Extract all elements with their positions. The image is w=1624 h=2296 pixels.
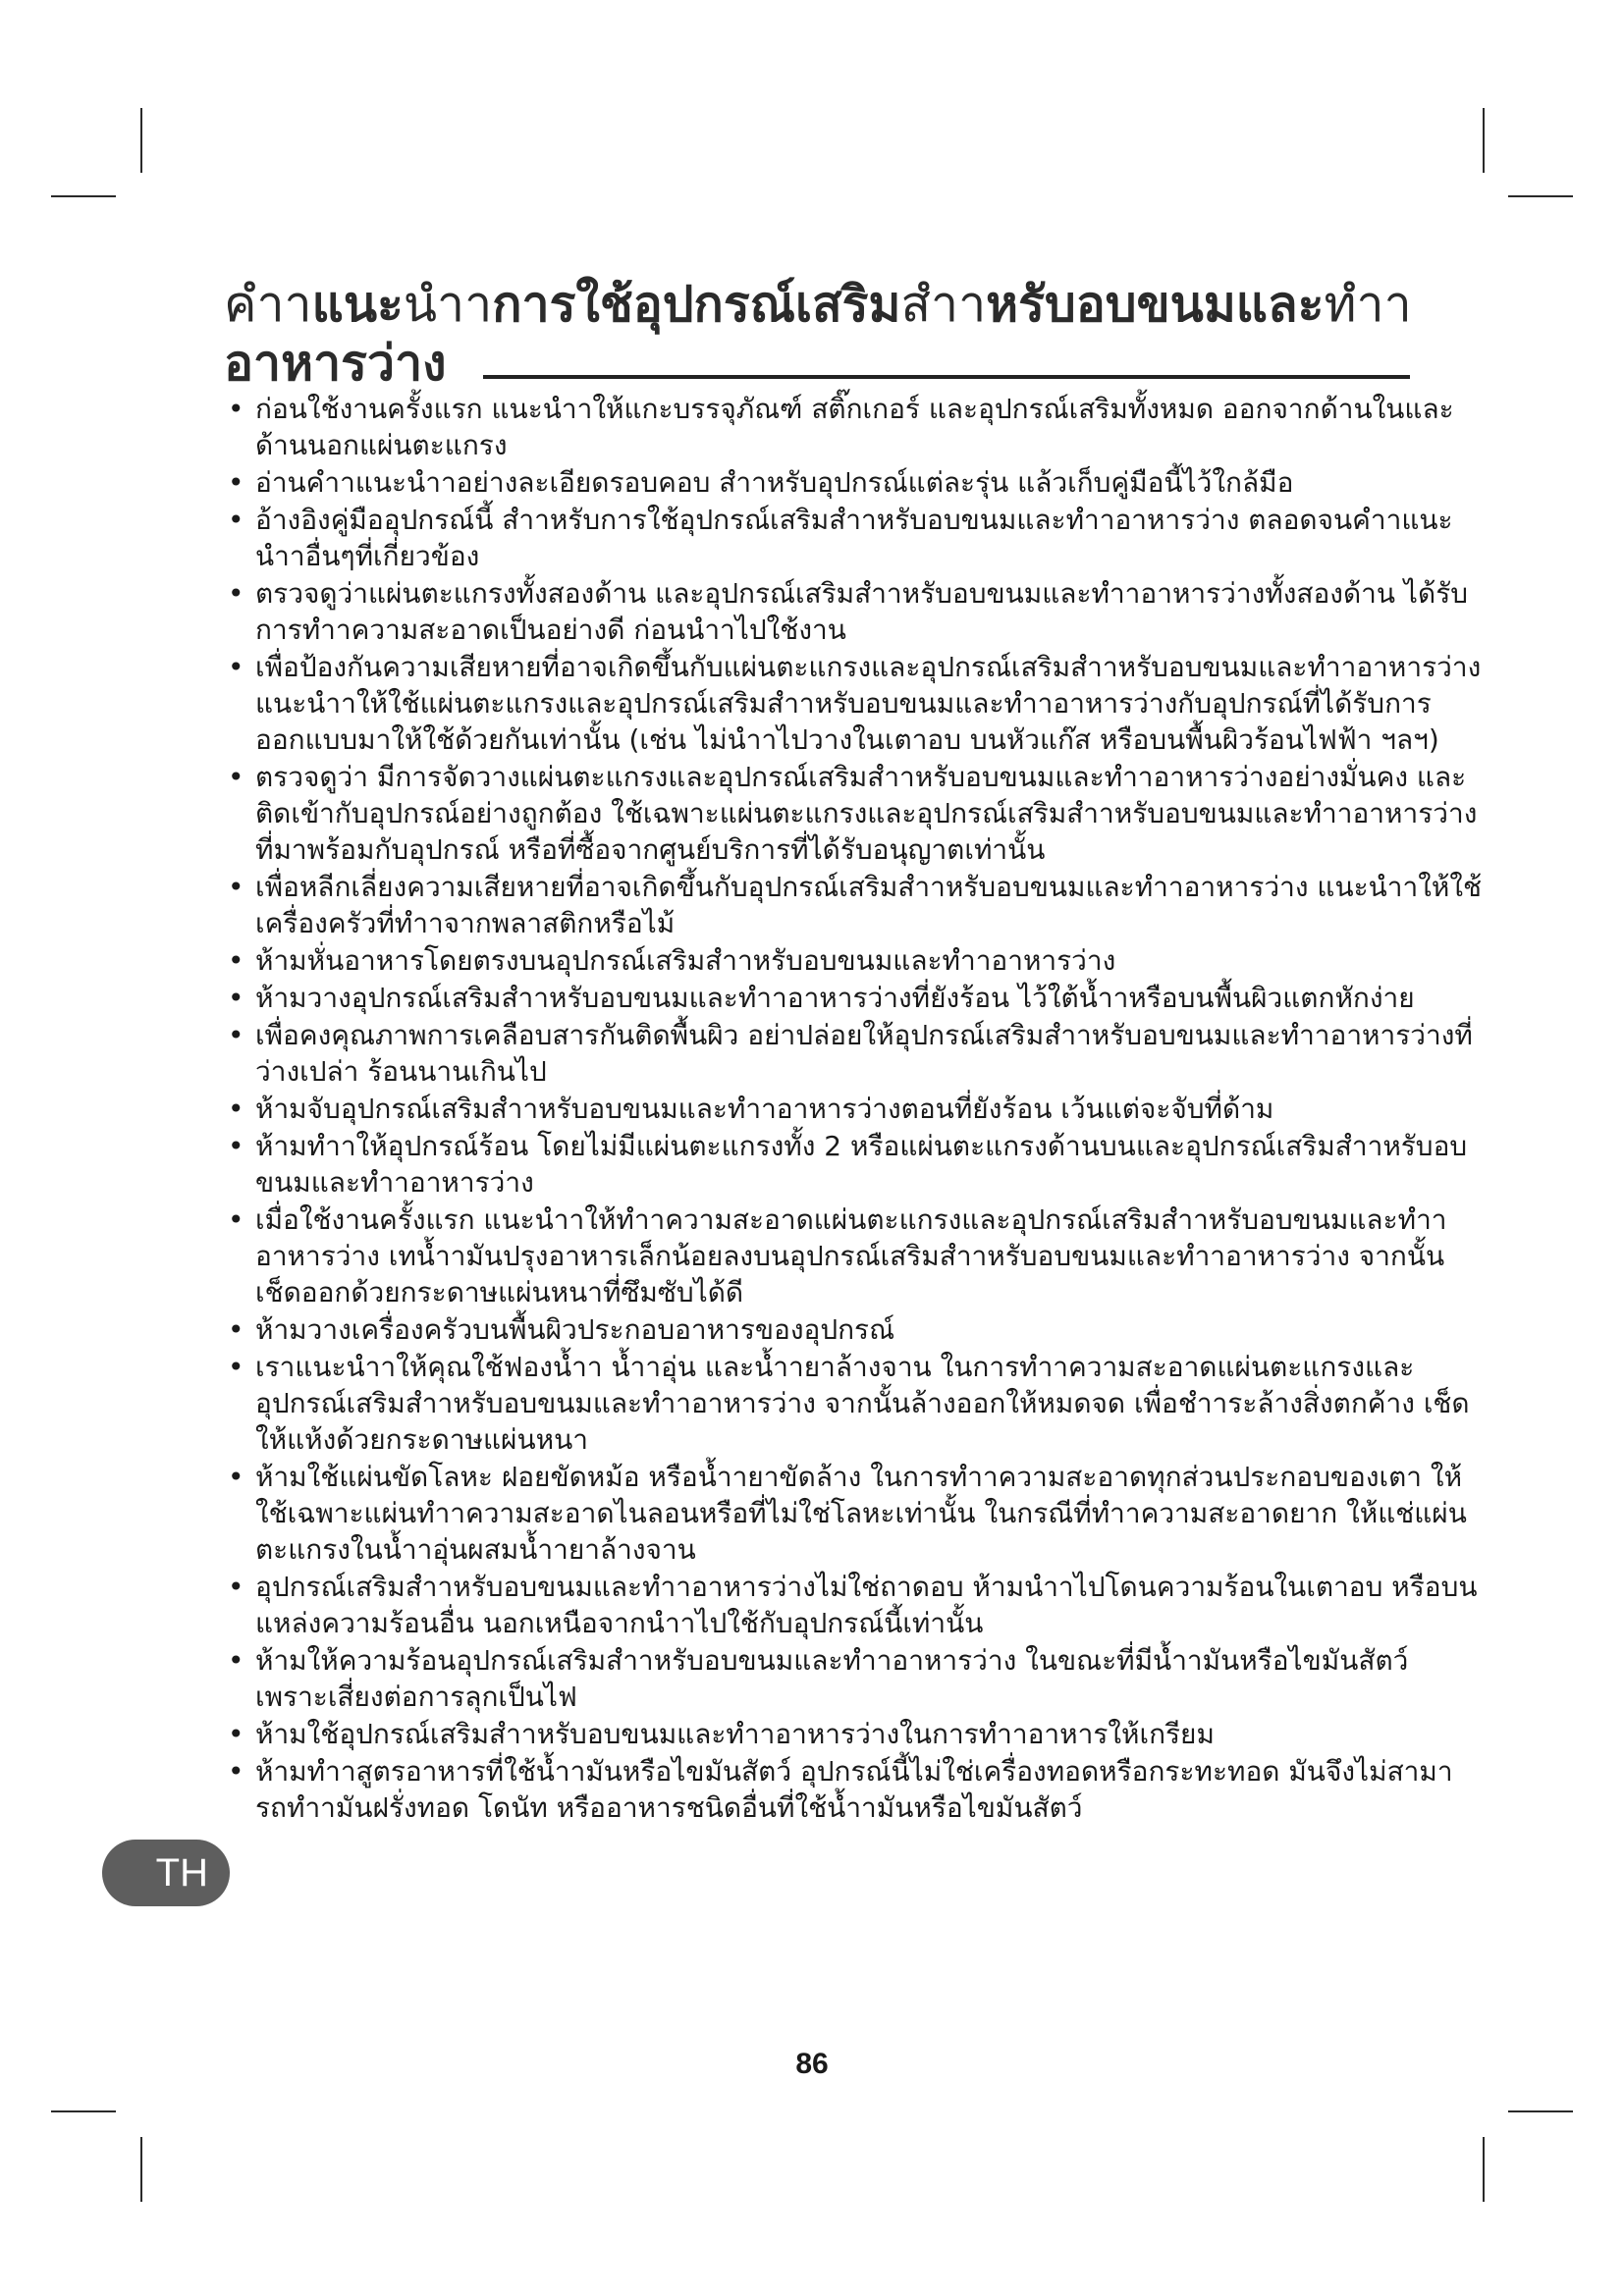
list-item: • ห้ามให้ความร้อนอุปกรณ์เสริมสำาหรับอบขนมและทำาอาหารว่าง ในขณะที่มีน้ำามันหรือไขมันสัตว์ เพราะเสี่ยงต่อการลุกเป็นไฟ [226,1642,1483,1715]
list-item: • ห้ามทำาสูตรอาหารที่ใช้น้ำามันหรือไขมันสัตว์ อุปกรณ์นี้ไม่ใช่เครื่องทอดหรือกระทะทอด มันจึงไม่สามารถทำามันฝรั่งทอด โดนัท หรืออาหารชนิดอื่นที่ใช้น้ำามันหรือไขมันสัตว์ [226,1753,1483,1826]
list-item: • ห้ามวางเครื่องครัวบนพื้นผิวประกอบอาหารของอุปกรณ์ [226,1311,1483,1348]
list-item: • เมื่อใช้งานครั้งแรก แนะนำาให้ทำาความสะอาดแผ่นตะแกรงและอุปกรณ์เสริมสำาหรับอบขนมและทำาอาหารว่าง เทน้ำามันปรุงอาหารเล็กน้อยลงบนอุปกรณ์เสริมสำาหรับอบขนมและทำาอาหารว่าง จากนั้นเช็ดออกด้วยกระดาษแผ่นหนาที่ซึมซับได้ดี [226,1201,1483,1310]
language-tab-label: TH [155,1851,208,1895]
crop-mark-bottom-left-vertical [140,2137,142,2202]
title-segment: หรับอบขนมและ [986,276,1325,333]
list-item: • ห้ามทำาให้อุปกรณ์ร้อน โดยไม่มีแผ่นตะแกรงทั้ง 2 หรือแผ่นตะแกรงด้านบนและอุปกรณ์เสริมสำาหรับอบขนมและทำาอาหารว่าง [226,1128,1483,1201]
crop-mark-bottom-left-horizontal [51,2110,116,2112]
list-item: • ห้ามหั่นอาหารโดยตรงบนอุปกรณ์เสริมสำาหรับอบขนมและทำาอาหารว่าง [226,942,1483,979]
page-number: 86 [795,2048,829,2080]
safety-instructions-list [226,391,1483,1827]
list-item: • อ่านคำาแนะนำาอย่างละเอียดรอบคอบ สำาหรับอุปกรณ์แต่ละรุ่น แล้วเก็บคู่มือนี้ไว้ใกล้มือ [226,464,1483,501]
list-item: • เพื่อป้องกันความเสียหายที่อาจเกิดขึ้นกับแผ่นตะแกรงและอุปกรณ์เสริมสำาหรับอบขนมและทำาอาหารว่าง แนะนำาให้ใช้แผ่นตะแกรงและอุปกรณ์เสริมสำาหรับอบขนมและทำาอาหารว่างกับอุปกรณ์ที่ได้รับการออกแบบมาให้ใช้ด้วยกันเท่านั้น (เช่น ไม่นำาไปวางในเตาอบ บนหัวแก๊ส หรือบนพื้นผิวร้อนไฟฟ้า ฯลฯ) [226,649,1483,758]
crop-mark-bottom-right-vertical [1483,2137,1485,2202]
title-segment: การใช้อุปกรณ์เสริม [492,276,901,333]
list-item: • เพื่อคงคุณภาพการเคลือบสารกันติดพื้นผิว อย่าปล่อยให้อุปกรณ์เสริมสำาหรับอบขนมและทำาอาหารว่างที่ว่างเปล่า ร้อนนานเกินไป [226,1017,1483,1090]
list-item: • ห้ามจับอุปกรณ์เสริมสำาหรับอบขนมและทำาอาหารว่างตอนที่ยังร้อน เว้นแต่จะจับที่ด้าม [226,1091,1483,1127]
title-segment: คำา [224,276,312,333]
list-item: • ห้ามใช้แผ่นขัดโลหะ ฝอยขัดหม้อ หรือน้ำายาขัดล้าง ในการทำาความสะอาดทุกส่วนประกอบของเตา ให้ใช้เฉพาะแผ่นทำาความสะอาดไนลอนหรือที่ไม่ใช่โลหะเท่านั้น ในกรณีที่ทำาความสะอาดยาก ให้แช่แผ่นตะแกรงในน้ำาอุ่นผสมน้ำายาล้างจาน [226,1459,1483,1568]
title-segment: นำา [403,276,493,333]
crop-mark-top-right-horizontal [1508,195,1573,197]
language-tab [102,1840,230,1906]
list-item: • ตรวจดูว่า มีการจัดวางแผ่นตะแกรงและอุปกรณ์เสริมสำาหรับอบขนมและทำาอาหารว่างอย่างมั่นคง และติดเข้ากับอุปกรณ์อย่างถูกต้อง ใช้เฉพาะแผ่นตะแกรงและอุปกรณ์เสริมสำาหรับอบขนมและทำาอาหารว่างที่มาพร้อมกับอุปกรณ์ หรือที่ซื้อจากศูนย์บริการที่ได้รับอนุญาตเท่านั้น [226,759,1483,868]
list-item: • เราแนะนำาให้คุณใช้ฟองน้ำา น้ำาอุ่น และน้ำายาล้างจาน ในการทำาความสะอาดแผ่นตะแกรงและอุปกรณ์เสริมสำาหรับอบขนมและทำาอาหารว่าง จากนั้นล้างออกให้หมดจด เพื่อชำาระล้างสิ่งตกค้าง เช็ดให้แห้งด้วยกระดาษแผ่นหนา [226,1349,1483,1458]
title-line-2: อาหารว่าง [224,335,447,392]
crop-mark-top-left-horizontal [51,195,116,197]
title-segment: แนะ [311,276,404,333]
list-item: • ห้ามวางอุปกรณ์เสริมสำาหรับอบขนมและทำาอาหารว่างที่ยังร้อน ไว้ใต้น้ำาหรือบนพื้นผิวแตกหักง่าย [226,980,1483,1016]
list-item: • ห้ามใช้อุปกรณ์เสริมสำาหรับอบขนมและทำาอาหารว่างในการทำาอาหารให้เกรียม [226,1716,1483,1752]
crop-mark-top-left-vertical [140,108,142,173]
title-underline [483,375,1410,379]
list-item: • ก่อนใช้งานครั้งแรก แนะนำาให้แกะบรรจุภัณฑ์ สติ๊กเกอร์ และอุปกรณ์เสริมทั้งหมด ออกจากด้านในและด้านนอกแผ่นตะแกรง [226,391,1483,463]
list-item: • เพื่อหลีกเลี่ยงความเสียหายที่อาจเกิดขึ้นกับอุปกรณ์เสริมสำาหรับอบขนมและทำาอาหารว่าง แนะนำาให้ใช้เครื่องครัวที่ทำาจากพลาสติกหรือไม้ [226,869,1483,941]
list-item: • ตรวจดูว่าแผ่นตะแกรงทั้งสองด้าน และอุปกรณ์เสริมสำาหรับอบขนมและทำาอาหารว่างทั้งสองด้าน ได้รับการทำาความสะอาดเป็นอย่างดี ก่อนนำาไปใช้งาน [226,575,1483,648]
title-segment: ทำา [1324,276,1412,333]
list-item: • อ้างอิงคู่มืออุปกรณ์นี้ สำาหรับการใช้อุปกรณ์เสริมสำาหรับอบขนมและทำาอาหารว่าง ตลอดจนคำาแนะนำาอื่นๆที่เกี่ยวข้อง [226,502,1483,574]
crop-mark-bottom-right-horizontal [1508,2110,1573,2112]
title-segment: สำา [900,276,987,333]
crop-mark-top-right-vertical [1483,108,1485,173]
list-item: • อุปกรณ์เสริมสำาหรับอบขนมและทำาอาหารว่างไม่ใช่ถาดอบ ห้ามนำาไปโดนความร้อนในเตาอบ หรือบนแหล่งความร้อนอื่น นอกเหนือจากนำาไปใช้กับอุปกรณ์นี้เท่านั้น [226,1569,1483,1641]
